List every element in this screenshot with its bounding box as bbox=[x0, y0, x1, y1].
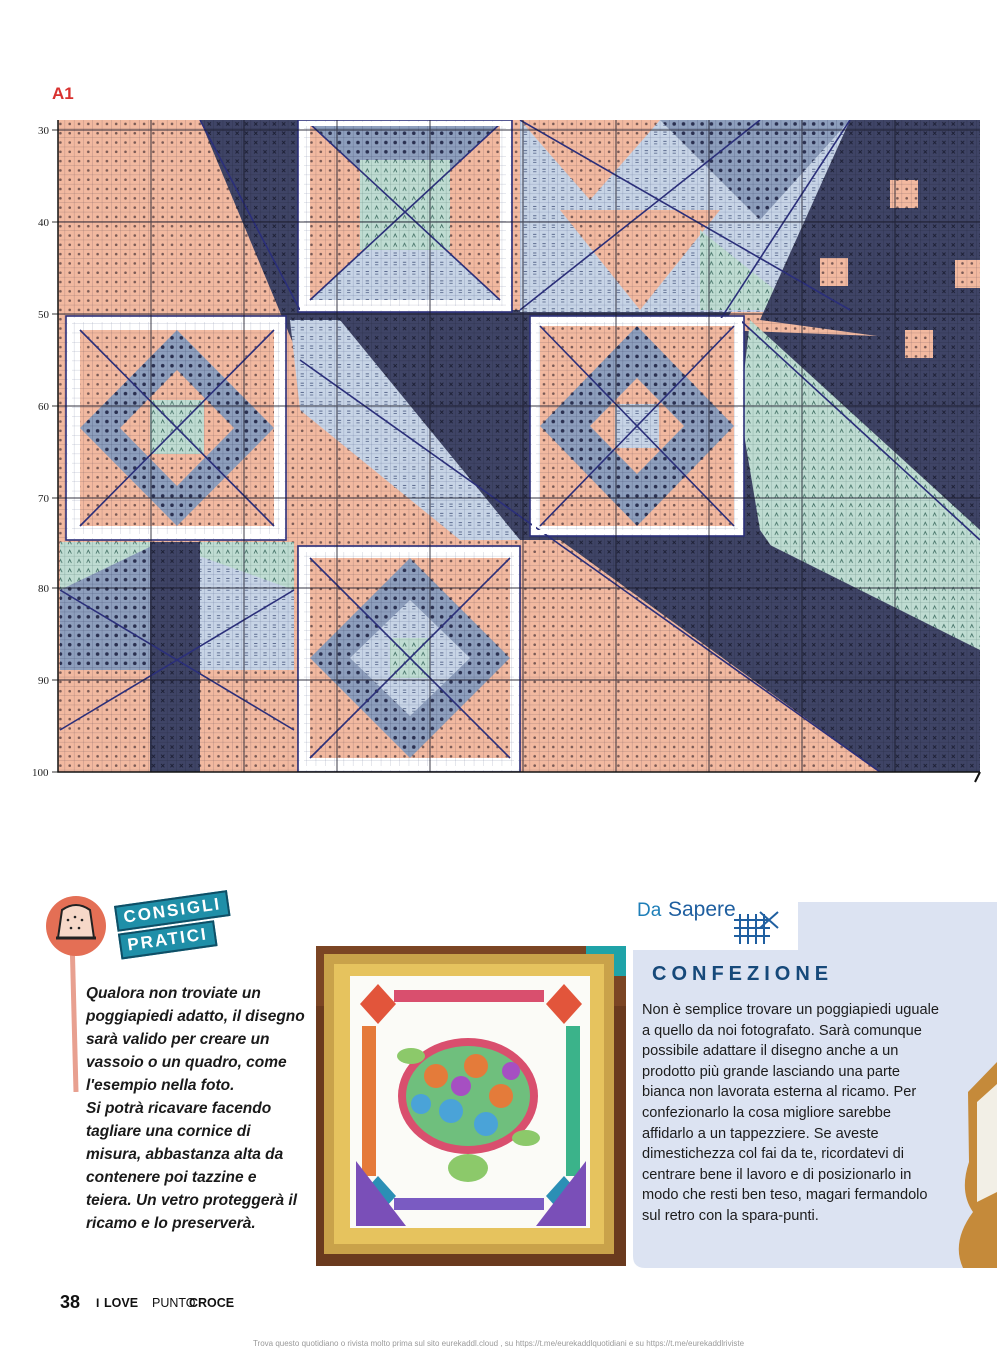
chart-grid bbox=[58, 120, 980, 772]
info-text: Non è semplice trovare un poggiapiedi uguale a quello da noi fotografato. Sarà comunque possibile adattare il disegno anche a un prodotto più grande lasciando una parte bianca non lavorata esterna al ricamo. Per confezionarlo la cosa migliore sarebbe affidarlo a un tappezziere. Se aveste dimestichezza col fai da te, ricordatevi di centrare bene il lavoro e di posizionarlo in modo che resti ben teso, magari fermandolo sul retro con la spara-punti. bbox=[642, 1002, 939, 1224]
tips-title-line2: PRATICI bbox=[118, 920, 217, 959]
footer-separator: I bbox=[96, 1296, 100, 1310]
magazine-name-punto: PUNTO bbox=[152, 1296, 196, 1310]
chart-label: A1 bbox=[52, 84, 74, 103]
info-title: CONFEZIONE bbox=[652, 963, 834, 985]
row-label: 90 bbox=[38, 675, 49, 687]
row-label: 70 bbox=[38, 493, 49, 505]
tips-paragraph: Qualora non troviate un poggiapiedi adatto, il disegno sarà valido per creare un vassoio o un quadro, come l'esempio nella foto. bbox=[86, 985, 305, 1094]
row-ticks bbox=[52, 130, 58, 772]
magazine-name-croce: CROCE bbox=[189, 1296, 235, 1310]
tips-paragraph: Si potrà ricavare facendo tagliare una cornice di misura, abbastanza alta da contenere poi tazzine e teiera. Un vetro proteggerà il ricamo e lo preserverà. bbox=[86, 1100, 298, 1232]
row-label: 100 bbox=[32, 767, 49, 779]
row-label: 60 bbox=[38, 401, 49, 413]
cross-stitch-icon bbox=[730, 908, 782, 948]
row-label: 50 bbox=[38, 309, 49, 321]
framed-turtle-photo bbox=[316, 946, 626, 1266]
magazine-name-love: LOVE bbox=[104, 1296, 139, 1310]
cross-stitch-chart bbox=[0, 110, 997, 800]
tips-title-line1: CONSIGLI bbox=[114, 890, 231, 932]
footer-note: Trova questo quotidiano o rivista molto prima sul sito eurekaddl.cloud , su https://t.me/eurekaddlquotidiani e su https://t.me/eurekaddlriviste bbox=[252, 1339, 745, 1348]
tips-title bbox=[114, 882, 290, 961]
row-label: 40 bbox=[38, 217, 49, 229]
row-label: 80 bbox=[38, 583, 49, 595]
page-number: 38 bbox=[60, 1292, 81, 1312]
info-tag-da: Da bbox=[637, 900, 662, 921]
tips-text bbox=[86, 982, 306, 1235]
row-label: 30 bbox=[38, 125, 49, 137]
info-tag-sapere: Sapere bbox=[668, 898, 736, 921]
